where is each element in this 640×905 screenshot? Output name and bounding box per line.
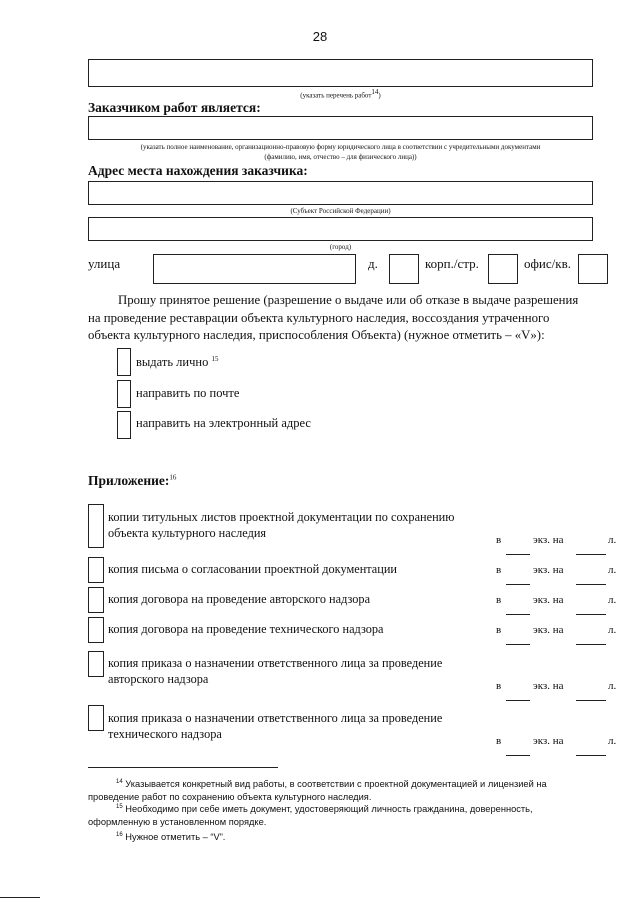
option-label-email: направить на электронный адрес: [136, 416, 311, 430]
count-in: в: [496, 624, 502, 636]
count-in: в: [496, 680, 502, 692]
option-checkbox-email[interactable]: [117, 411, 131, 439]
request-line-1: Прошу принятое решение (разрешение о выдаче или об отказе в выдаче разрешения: [118, 293, 579, 307]
count-copies: экз. на: [533, 735, 564, 747]
attachment-checkbox[interactable]: [88, 651, 104, 677]
house-field[interactable]: [389, 254, 419, 284]
attachment-label: копия приказа о назначении ответственного лица за проведение авторского надзора: [108, 656, 443, 686]
customer-caption-individual: (фамилию, имя, отчество – для физического лица)): [264, 153, 417, 161]
office-field[interactable]: [578, 254, 608, 284]
attachment-label: копии титульных листов проектной документации по сохранению объекта культурного наследия: [108, 510, 455, 540]
count-copies: экз. на: [533, 564, 564, 576]
copies-blank[interactable]: [506, 554, 530, 555]
count-in: в: [496, 594, 502, 606]
attachment-label: копия приказа о назначении ответственного лица за проведение технического надзора: [108, 711, 443, 741]
option-label-in-person: выдать лично $^{15}$: [136, 355, 219, 370]
copies-blank[interactable]: [506, 614, 530, 615]
count-sheets: л.: [608, 534, 617, 546]
customer-caption-legal: (указать полное наименование, организационно-правовую форму юридического лица в соответствии с учредительными документами: [140, 143, 541, 151]
attachment-label: копия письма о согласовании проектной документации: [108, 562, 398, 576]
count-copies: экз. на: [533, 680, 564, 692]
count-copies: экз. на: [533, 624, 564, 636]
copies-blank[interactable]: [506, 700, 530, 701]
region-field[interactable]: [88, 181, 593, 205]
option-label-mail: направить по почте: [136, 386, 240, 400]
sheets-blank[interactable]: [576, 614, 606, 615]
office-label: офис/кв.: [524, 256, 571, 271]
city-field[interactable]: [88, 217, 593, 241]
count-sheets: л.: [608, 735, 617, 747]
attachment-checkbox[interactable]: [88, 617, 104, 643]
attachment-checkbox[interactable]: [88, 587, 104, 613]
sheets-blank[interactable]: [576, 584, 606, 585]
works-list-caption: (указать перечень работ14): [300, 88, 381, 100]
attachment-label: копия договора на проведение авторского надзора: [108, 592, 371, 606]
sheets-blank[interactable]: [576, 755, 606, 756]
attachment-checkbox[interactable]: [88, 504, 104, 548]
count-copies: экз. на: [533, 534, 564, 546]
city-caption: (город): [329, 243, 352, 251]
address-heading: Адрес места нахождения заказчика:: [88, 163, 308, 178]
street-label: улица: [88, 256, 121, 271]
attachment-checkbox[interactable]: [88, 557, 104, 583]
bottom-edge-rule: [0, 897, 40, 898]
attachments-heading: Приложение:$^{16}$: [88, 473, 177, 488]
copies-blank[interactable]: [506, 584, 530, 585]
count-in: в: [496, 564, 502, 576]
footnote-14: $^{14}$ Указывается конкретный вид работы, в соответствии с проектной документацией и лицензией на проведение работ по сохранению объекта культурного наследия.: [88, 779, 547, 803]
sheets-blank[interactable]: [576, 644, 606, 645]
footnote-separator: [88, 767, 278, 768]
sheets-blank[interactable]: [576, 554, 606, 555]
count-sheets: л.: [608, 680, 617, 692]
request-line-3: объекта культурного наследия, приспособления Объекта) (нужное отметить – «V»):: [88, 328, 545, 342]
customer-heading: Заказчиком работ является:: [88, 100, 261, 115]
page-number: 28: [312, 29, 328, 44]
footnote-15: $^{15}$ Необходимо при себе иметь документ, удостоверяющий личность гражданина, доверенность, оформленную в установленном порядке.: [88, 804, 533, 828]
copies-blank[interactable]: [506, 755, 530, 756]
works-list-field[interactable]: [88, 59, 593, 87]
street-field[interactable]: [153, 254, 356, 284]
count-copies: экз. на: [533, 594, 564, 606]
count-in: в: [496, 735, 502, 747]
count-in: в: [496, 534, 502, 546]
request-line-2: на проведение реставрации объекта культурного наследия, воссоздания утраченного: [88, 311, 550, 325]
option-checkbox-mail[interactable]: [117, 380, 131, 408]
attachment-label: копия договора на проведение технического надзора: [108, 622, 384, 636]
count-sheets: л.: [608, 594, 617, 606]
copies-blank[interactable]: [506, 644, 530, 645]
attachment-checkbox[interactable]: [88, 705, 104, 731]
option-checkbox-in-person[interactable]: [117, 348, 131, 376]
count-sheets: л.: [608, 624, 617, 636]
sheets-blank[interactable]: [576, 700, 606, 701]
building-label: корп./стр.: [425, 256, 479, 271]
building-field[interactable]: [488, 254, 518, 284]
count-sheets: л.: [608, 564, 617, 576]
house-label: д.: [368, 256, 378, 271]
customer-name-field[interactable]: [88, 116, 593, 140]
region-caption: (Субъект Российской Федерации): [290, 207, 391, 215]
footnote-16: $^{16}$ Нужное отметить – “V”.: [116, 832, 226, 843]
